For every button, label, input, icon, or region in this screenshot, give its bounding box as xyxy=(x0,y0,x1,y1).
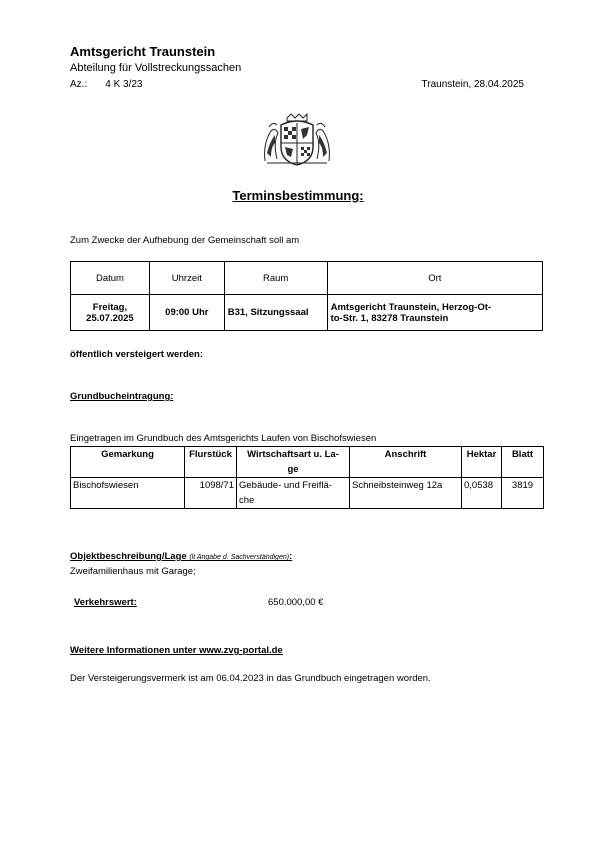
column-header-wirtschaftsart xyxy=(237,447,350,478)
bavarian-coat-of-arms-icon xyxy=(261,113,333,169)
court-name: Amtsgericht Traunstein xyxy=(70,44,216,59)
column-header-uhrzeit: Uhrzeit xyxy=(149,262,224,295)
grundbuch-heading: Grundbucheintragung: xyxy=(70,391,174,402)
cell-datum xyxy=(71,295,150,331)
wirtschaftsart-line-1: Gebäude- und Freiflä- xyxy=(239,480,332,491)
appointment-table xyxy=(70,261,543,331)
column-header-blatt: Blatt xyxy=(502,447,544,478)
place-date: Traunstein, 28.04.2025 xyxy=(421,79,524,90)
document-title: Terminsbestimmung: xyxy=(232,188,364,203)
object-description: Zweifamilienhaus mit Garage; xyxy=(70,566,196,577)
cell-anschrift: Schneibsteinweg 12a xyxy=(350,478,462,509)
cell-hektar: 0,0538 xyxy=(462,478,502,509)
column-header-gemarkung: Gemarkung xyxy=(71,447,185,478)
wirtschaftsart-header-line-1: Wirtschaftsart u. La- xyxy=(247,449,339,460)
cell-uhrzeit: 09:00 Uhr xyxy=(149,295,224,331)
cell-flurstueck: 1098/71 xyxy=(185,478,237,509)
land-register-table xyxy=(70,446,544,509)
datum-date: 25.07.2025 xyxy=(86,312,134,324)
registration-note: Der Versteigerungsvermerk ist am 06.04.2023 in das Grundbuch eingetragen worden. xyxy=(70,673,431,684)
table-row xyxy=(71,478,544,509)
column-header-flurstueck: Flurstück xyxy=(185,447,237,478)
intro-text: Zum Zwecke der Aufhebung der Gemeinschaft soll am xyxy=(70,235,300,246)
ort-line-2: to-Str. 1, 83278 Traunstein xyxy=(330,312,449,324)
object-heading-text: Objektbeschreibung/Lage xyxy=(70,551,187,562)
column-header-raum: Raum xyxy=(224,262,327,295)
column-header-ort: Ort xyxy=(327,262,542,295)
column-header-datum: Datum xyxy=(71,262,150,295)
cell-gemarkung: Bischofswiesen xyxy=(71,478,185,509)
wirtschaftsart-header-line-2: ge xyxy=(287,464,299,475)
cell-raum: B31, Sitzungssaal xyxy=(224,295,327,331)
column-header-hektar: Hektar xyxy=(462,447,502,478)
cell-ort xyxy=(327,295,542,331)
more-info-link[interactable]: Weitere Informationen unter www.zvg-portal.de xyxy=(70,645,283,656)
case-number xyxy=(70,79,143,90)
ort-line-1: Amtsgericht Traunstein, Herzog-Ot- xyxy=(330,301,492,313)
market-value: 650.000,00 € xyxy=(268,597,324,608)
cell-blatt: 3819 xyxy=(502,478,544,509)
cell-wirtschaftsart xyxy=(237,478,350,509)
market-value-label: Verkehrswert: xyxy=(74,597,137,608)
department-name: Abteilung für Vollstreckungssachen xyxy=(70,62,242,74)
datum-weekday: Freitag, xyxy=(92,301,128,313)
column-header-anschrift: Anschrift xyxy=(350,447,462,478)
grundbuch-text: Eingetragen im Grundbuch des Amtsgerichts Laufen von Bischofswiesen xyxy=(70,433,377,444)
object-description-heading xyxy=(70,551,292,562)
case-number-value: 4 K 3/23 xyxy=(105,79,143,90)
wirtschaftsart-line-2: che xyxy=(239,495,255,506)
expert-note: (lt Angabe d. Sachverständigen) xyxy=(189,554,290,561)
table-header-row xyxy=(71,262,543,295)
table-row xyxy=(71,295,543,331)
object-heading-colon: : xyxy=(289,551,293,562)
case-number-label: Az.: xyxy=(70,79,88,90)
table-header-row xyxy=(71,447,544,478)
auction-statement: öffentlich versteigert werden: xyxy=(70,349,204,360)
